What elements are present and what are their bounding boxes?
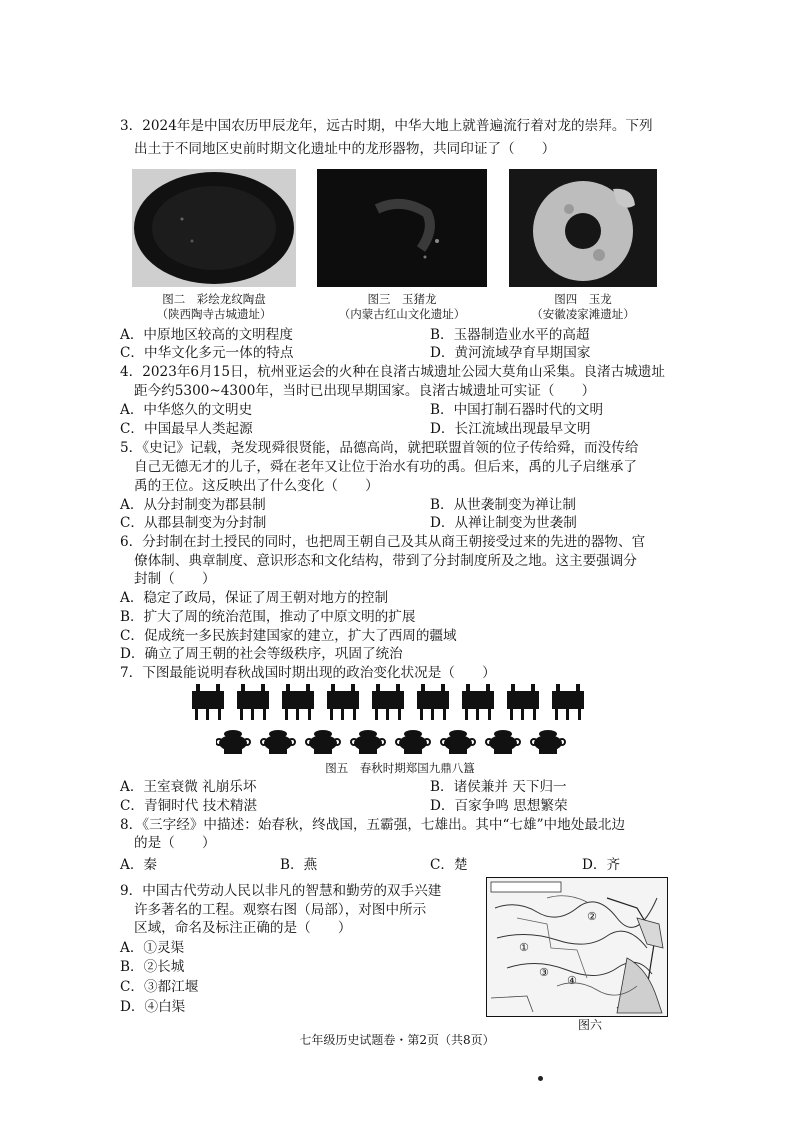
q8-option-a[interactable]: A．秦 bbox=[120, 857, 158, 873]
q6-stem-line-2: 僚体制、典章制度、意识形态和文化结构，带到了分封制度所及之地。这主要强调分 bbox=[134, 553, 637, 569]
q9-option-a[interactable]: A．①灵渠 bbox=[120, 940, 185, 956]
q5-stem-line-2: 自己无德无才的儿子，舜在老年又让位于治水有功的禹。但后来，禹的儿子启继承了 bbox=[134, 459, 637, 475]
q9-map-marker-2: ② bbox=[587, 910, 597, 923]
q3-figure-2-title: 图二 彩绘龙纹陶盘 bbox=[162, 292, 266, 306]
q6-option-d[interactable]: D．确立了周王朝的社会等级秩序，巩固了统治 bbox=[120, 646, 403, 662]
q8-stem-line-1: 8．《三字经》中描述：始春秋，终战国，五霸强，七雄出。其中“七雄”中地处最北边 bbox=[120, 817, 626, 833]
q9-map-marker-3: ③ bbox=[539, 966, 549, 979]
q4-option-b[interactable]: B．中国打制石器时代的文明 bbox=[430, 402, 604, 418]
q4-stem-line-1: 4．2023年6月15日，杭州亚运会的火种在良渚古城遗址公园大莫角山采集。良渚古城遗址 bbox=[120, 364, 665, 380]
q7-eight-gui-row bbox=[216, 728, 572, 756]
q3-figure-4-photo bbox=[509, 169, 657, 287]
q3-option-a[interactable]: A．中原地区较高的文明程度 bbox=[120, 327, 293, 343]
q8-option-b[interactable]: B．燕 bbox=[280, 857, 318, 873]
q8-option-d[interactable]: D．齐 bbox=[582, 857, 621, 873]
ding-vessel-icon bbox=[552, 684, 584, 720]
gui-vessel-icon bbox=[531, 730, 565, 754]
gui-vessel-icon bbox=[306, 730, 340, 754]
q5-option-c[interactable]: C．从郡县制变为分封制 bbox=[120, 515, 267, 531]
q3-figure-2-site: （陕西陶寺古城遗址） bbox=[156, 307, 272, 321]
q6-option-c[interactable]: C．促成统一多民族封建国家的建立，扩大了西周的疆域 bbox=[120, 628, 457, 644]
q5-option-d[interactable]: D．从禅让制变为世袭制 bbox=[430, 515, 577, 531]
q9-map-marker-4: ④ bbox=[567, 974, 577, 987]
gui-vessel-icon bbox=[486, 730, 520, 754]
q7-option-b[interactable]: B．诸侯兼并 天下归一 bbox=[430, 779, 567, 795]
q5-stem-line-3: 禹的王位。这反映出了什么变化（ ） bbox=[134, 478, 379, 494]
q3-option-c[interactable]: C．中华文化多元一体的特点 bbox=[120, 345, 294, 361]
q8-stem-line-2: 的是（ ） bbox=[134, 835, 216, 851]
q6-stem-line-1: 6．分封制在封土授民的同时，也把周王朝自己及其从商王朝接受过来的先进的器物、官 bbox=[120, 534, 646, 550]
q5-option-b[interactable]: B．从世袭制变为禅让制 bbox=[430, 497, 576, 513]
q4-option-a[interactable]: A．中华悠久的文明史 bbox=[120, 402, 253, 418]
q3-figure-4-title: 图四 玉龙 bbox=[554, 292, 612, 306]
q6-stem-line-3: 封制（ ） bbox=[134, 571, 216, 587]
q6-option-a[interactable]: A．稳定了政局，保证了周王朝对地方的控制 bbox=[120, 590, 389, 606]
gui-vessel-icon bbox=[396, 730, 430, 754]
q7-nine-ding-row bbox=[190, 682, 590, 722]
q9-map-marker-1: ① bbox=[519, 941, 529, 954]
q3-figure-3-title: 图三 玉猪龙 bbox=[367, 292, 437, 306]
ding-vessel-icon bbox=[507, 684, 539, 720]
q3-figure-3-photo bbox=[317, 169, 487, 287]
q7-option-d[interactable]: D．百家争鸣 思想繁荣 bbox=[430, 798, 568, 814]
gui-vessel-icon bbox=[261, 730, 295, 754]
q9-stem-line-2: 许多著名的工程。观察右图（局部），对图中所示 bbox=[134, 902, 427, 918]
q9-option-b[interactable]: B．②长城 bbox=[120, 959, 185, 975]
page-footer: 七年级历史试题卷・第2页（共8页） bbox=[299, 1033, 495, 1047]
q3-stem-line-2: 出土于不同地区史前时期文化遗址中的龙形器物，共同印证了（ ） bbox=[134, 141, 556, 157]
q7-option-a[interactable]: A．王室衰微 礼崩乐坏 bbox=[120, 779, 257, 795]
scan-dot bbox=[538, 1076, 543, 1081]
q3-figure-4-site: （安徽凌家滩遗址） bbox=[531, 307, 635, 321]
q9-option-d[interactable]: D．④白渠 bbox=[120, 999, 186, 1015]
ding-vessel-icon bbox=[237, 684, 269, 720]
q4-option-d[interactable]: D．长江流域出现最早文明 bbox=[430, 421, 591, 437]
ding-vessel-icon bbox=[417, 684, 449, 720]
q9-stem-line-1: 9．中国古代劳动人民以非凡的智慧和勤劳的双手兴建 bbox=[120, 883, 442, 899]
q4-stem-line-2: 距今约5300~4300年，当时已出现早期国家。良渚古城遗址可实证（ ） bbox=[134, 383, 596, 399]
ding-vessel-icon bbox=[462, 684, 494, 720]
q7-stem-line-1: 7．下图最能说明春秋战国时期出现的政治变化状况是（ ） bbox=[120, 665, 496, 681]
q7-figure-5-caption: 图五 春秋时期郑国九鼎八簋 bbox=[325, 761, 475, 775]
q6-option-b[interactable]: B．扩大了周的统治范围，推动了中原文明的扩展 bbox=[120, 609, 416, 625]
q5-stem-line-1: 5．《史记》记载，尧发现舜很贤能，品德高尚，就把联盟首领的位子传给舜，而没传给 bbox=[120, 440, 639, 456]
q9-stem-line-3: 区域，命名及标注正确的是（ ） bbox=[134, 920, 352, 936]
q4-option-c[interactable]: C．中国最早人类起源 bbox=[120, 421, 253, 437]
ding-vessel-icon bbox=[192, 684, 224, 720]
q9-figure-6-map bbox=[486, 877, 668, 1017]
q8-option-c[interactable]: C．楚 bbox=[430, 857, 468, 873]
q9-option-c[interactable]: C．③都江堰 bbox=[120, 979, 199, 995]
q7-option-c[interactable]: C．青铜时代 技术精湛 bbox=[120, 798, 258, 814]
q3-stem-line-1: 3．2024年是中国农历甲辰龙年，远古时期，中华大地上就普遍流行着对龙的崇拜。下列 bbox=[120, 118, 653, 134]
gui-vessel-icon bbox=[216, 730, 250, 754]
q5-option-a[interactable]: A．从分封制变为郡县制 bbox=[120, 497, 266, 513]
q3-figure-3-site: （内蒙古红山文化遗址） bbox=[338, 307, 466, 321]
gui-vessel-icon bbox=[441, 730, 475, 754]
q3-option-d[interactable]: D．黄河流域孕育早期国家 bbox=[430, 345, 591, 361]
q3-figure-2-photo bbox=[132, 169, 296, 287]
ding-vessel-icon bbox=[282, 684, 314, 720]
q9-figure-6-caption: 图六 bbox=[577, 1018, 602, 1032]
ding-vessel-icon bbox=[327, 684, 359, 720]
q3-option-b[interactable]: B．玉器制造业水平的高超 bbox=[430, 327, 590, 343]
gui-vessel-icon bbox=[351, 730, 385, 754]
ding-vessel-icon bbox=[372, 684, 404, 720]
